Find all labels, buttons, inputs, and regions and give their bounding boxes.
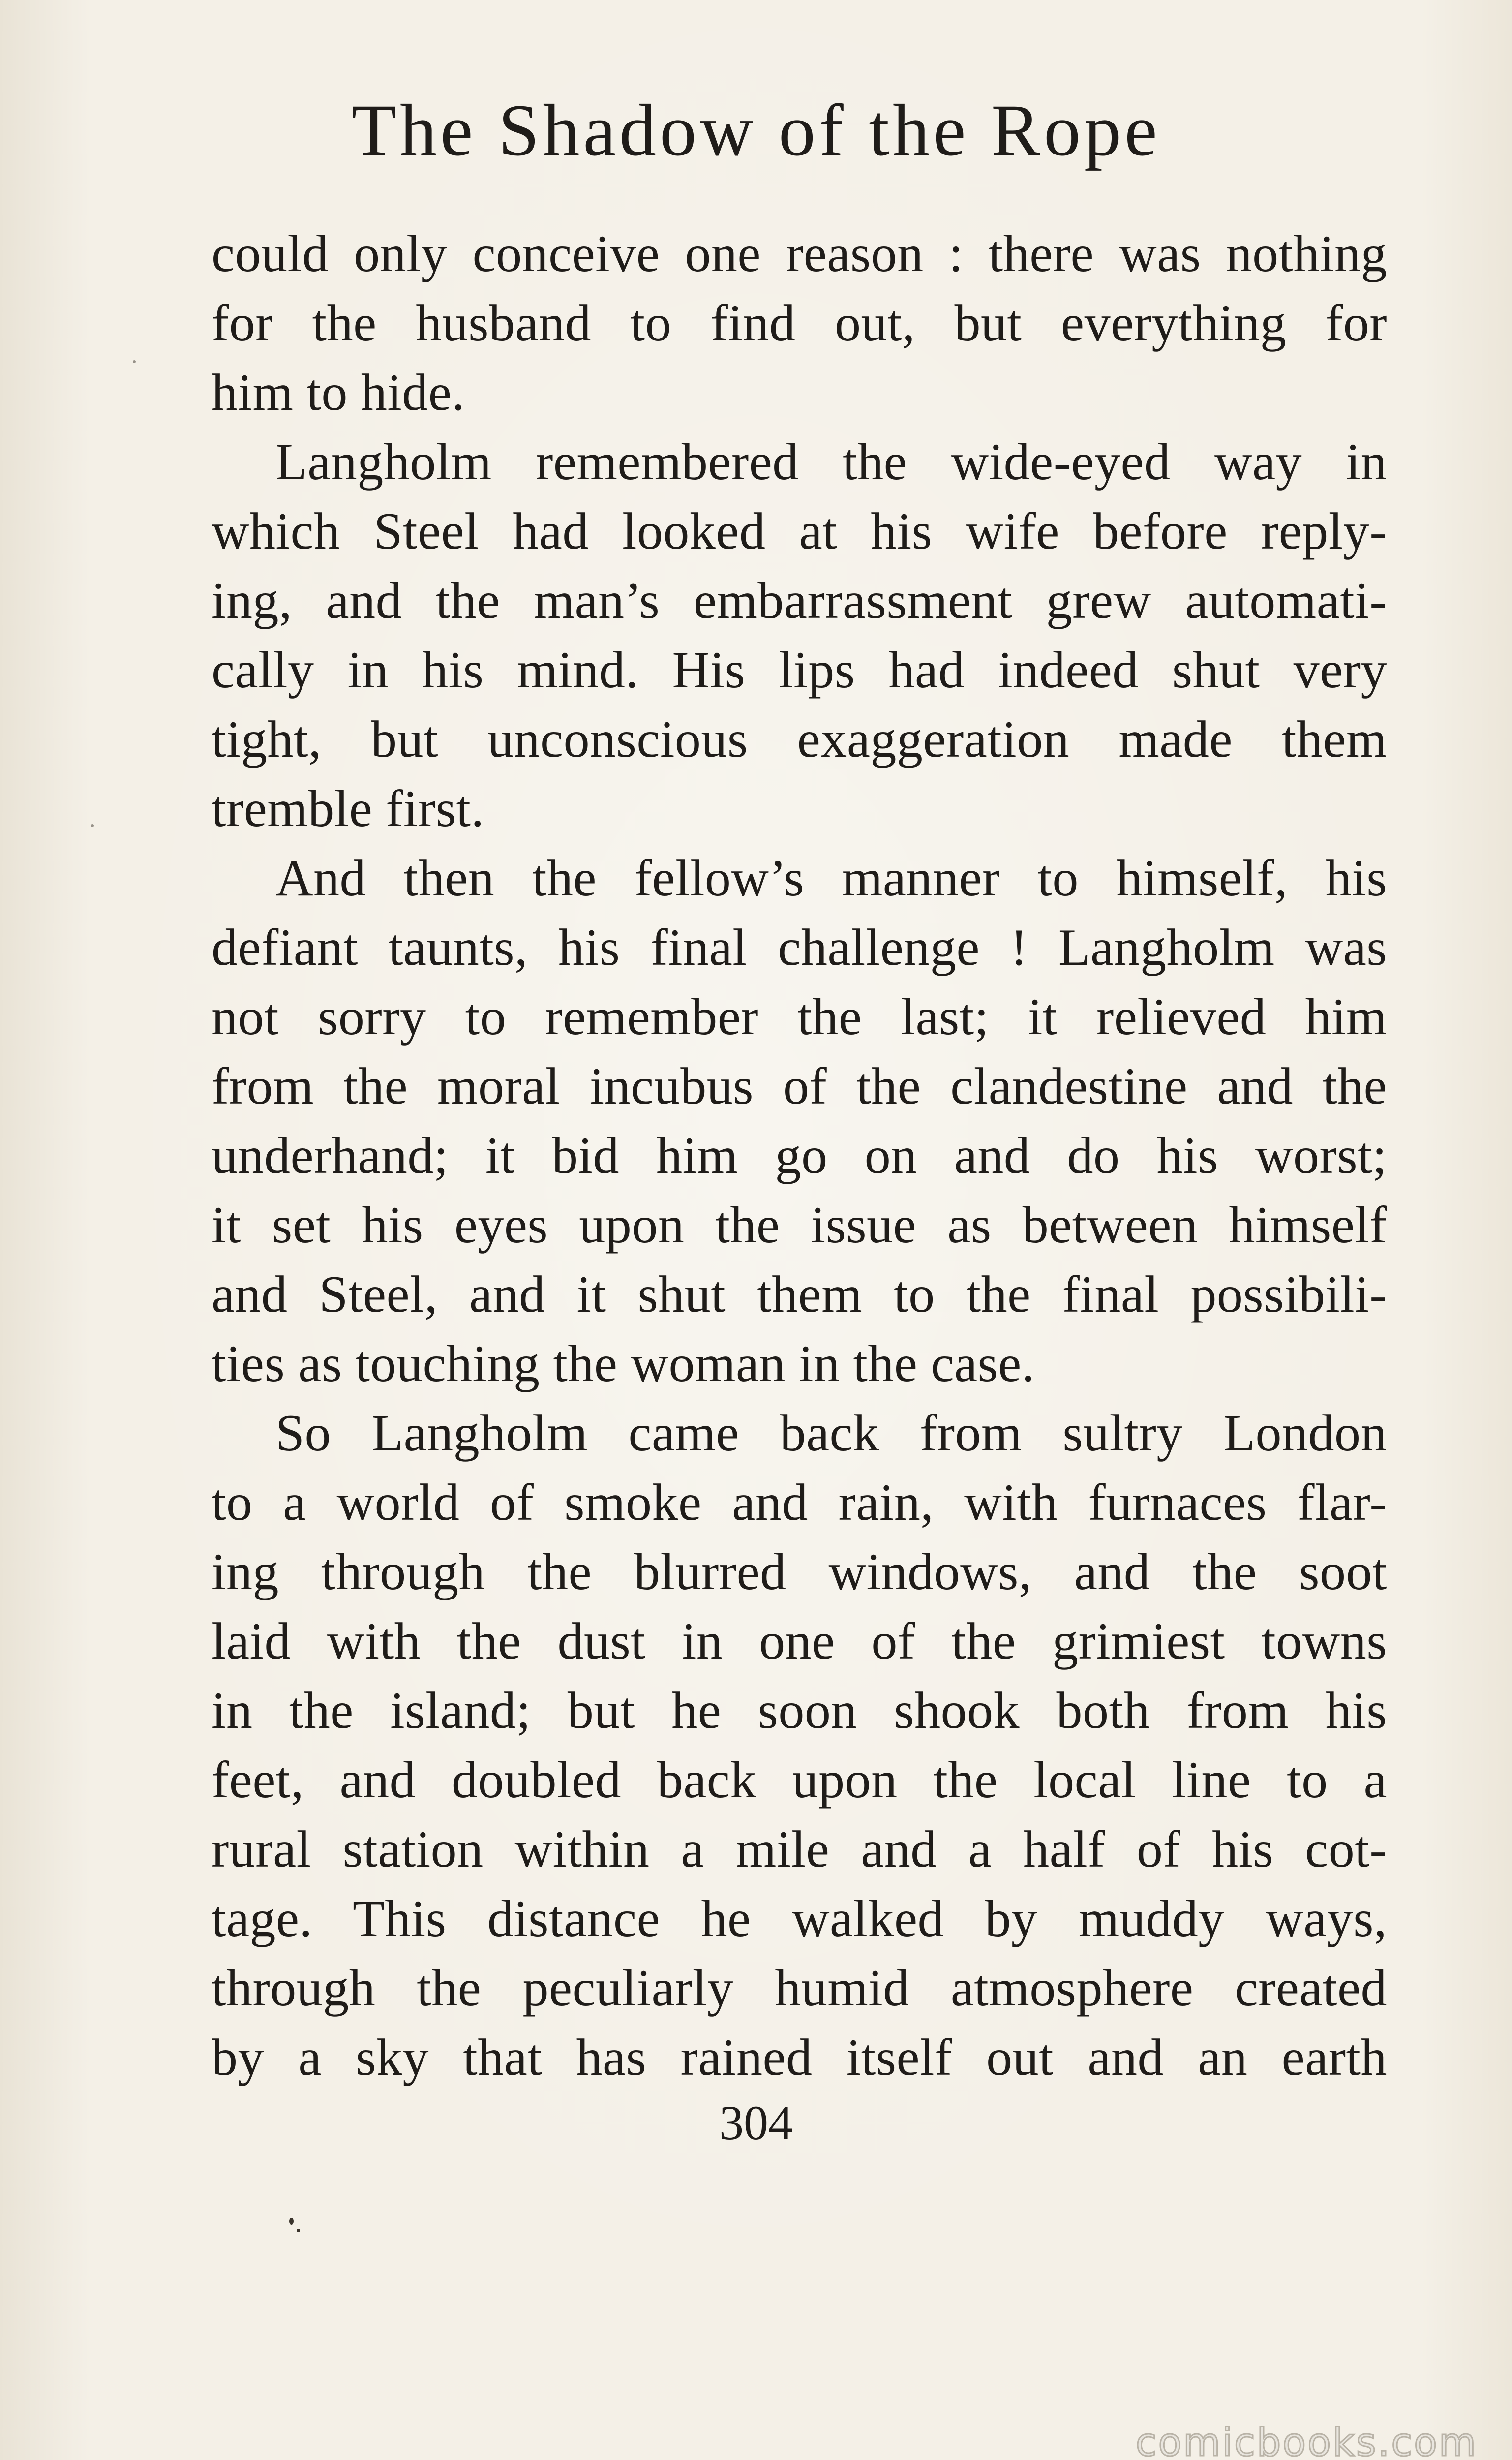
paper-speck	[133, 360, 136, 363]
text-line: Langholm remembered the wide-eyed way in	[275, 433, 1387, 491]
text-line: which Steel had looked at his wife before reply-	[212, 502, 1387, 560]
running-head: The Shadow of the Rope	[351, 90, 1161, 171]
text-line: and Steel, and it shut them to the final possibili-	[212, 1265, 1387, 1323]
text-line: in the island; but he soon shook both from his	[212, 1682, 1387, 1739]
text-line: tage. This distance he walked by muddy ways,	[212, 1890, 1387, 1947]
text-line: rural station within a mile and a half of his cot-	[212, 1820, 1387, 1878]
paper-speck	[297, 2229, 300, 2232]
page-number: 304	[719, 2095, 793, 2150]
text-line: tight, but unconscious exaggeration made them	[212, 710, 1387, 768]
text-line: him to hide.	[212, 364, 465, 421]
text-line: by a sky that has rained itself out and an earth	[212, 2029, 1387, 2086]
text-line: not sorry to remember the last; it relieved him	[212, 988, 1387, 1046]
body-text	[212, 219, 1387, 2092]
text-line: tremble first.	[212, 780, 484, 837]
text-line: And then the fellow’s manner to himself, his	[275, 849, 1387, 907]
text-line: ing, and the man’s embarrassment grew automati-	[212, 572, 1387, 629]
text-line: cally in his mind. His lips had indeed shut very	[212, 641, 1387, 699]
text-line: ties as touching the woman in the case.	[212, 1335, 1035, 1392]
text-line: laid with the dust in one of the grimiest towns	[212, 1612, 1387, 1670]
text-line: feet, and doubled back upon the local line to a	[212, 1751, 1387, 1809]
watermark: comicbooks.com	[1135, 2421, 1478, 2460]
text-line: through the peculiarly humid atmosphere created	[212, 1959, 1387, 2017]
text-line: ing through the blurred windows, and the soot	[212, 1543, 1387, 1600]
text-line: it set his eyes upon the issue as between himself	[212, 1196, 1387, 1254]
paper-speck	[91, 824, 94, 827]
text-line: defiant taunts, his final challenge ! Langholm was	[212, 919, 1387, 976]
text-line: for the husband to find out, but everything for	[212, 294, 1387, 352]
text-line: underhand; it bid him go on and do his worst;	[212, 1127, 1387, 1184]
text-line: from the moral incubus of the clandestine and the	[212, 1057, 1387, 1115]
text-line: could only conceive one reason : there was nothing	[212, 225, 1387, 282]
text-line: to a world of smoke and rain, with furnaces flar-	[212, 1474, 1387, 1531]
paper-speck	[289, 2218, 294, 2225]
text-line: So Langholm came back from sultry London	[275, 1404, 1387, 1462]
